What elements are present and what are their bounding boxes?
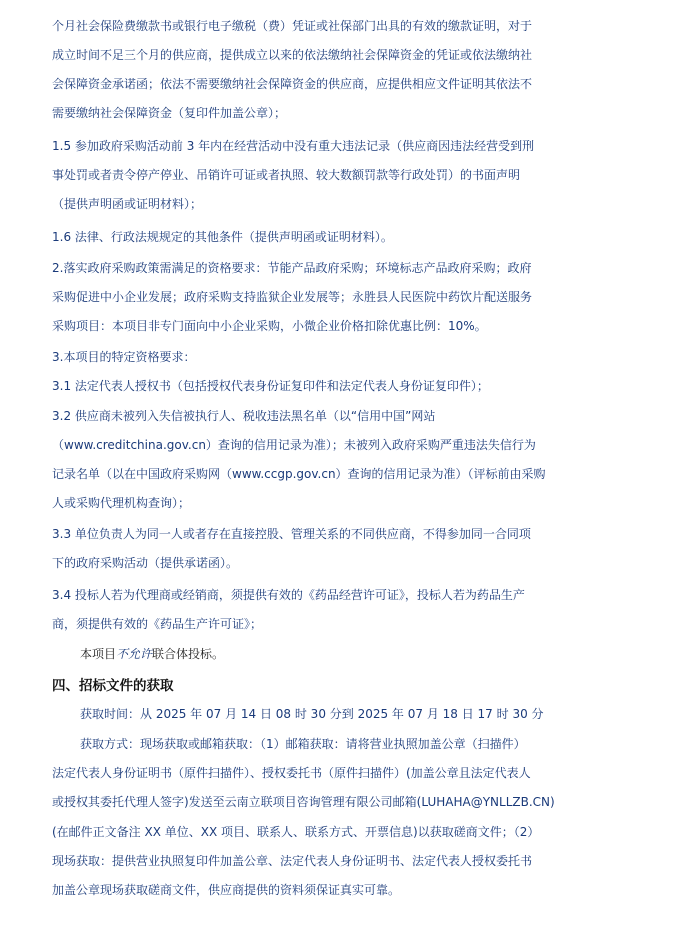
- text-line: 3.3 单位负责人为同一人或者存在直接控股、管理关系的不同供应商，不得参加同一合同项: [52, 527, 531, 541]
- text-line: 加盖公章现场获取磋商文件，供应商提供的资料须保证真实可靠。: [52, 883, 401, 897]
- consortium-prefix: 本项目: [80, 647, 117, 661]
- consortium-suffix: 联合体投标。: [152, 647, 225, 661]
- consortium-italic: 不允许: [116, 647, 153, 661]
- text-line: (在邮件正文备注 XX 单位、XX 项目、联系人、联系方式、开票信息)以获取磋商文件；（2）: [52, 825, 540, 839]
- text-line: 法定代表人身份证明书（原件扫描件）、授权委托书（原件扫描件）(加盖公章且法定代表人: [52, 766, 531, 780]
- text-line: 成立时间不足三个月的供应商，提供成立以来的依法缴纳社会保障资金的凭证或依法缴纳社: [52, 48, 533, 62]
- text-line: 或授权其委托代理人签字)发送至云南立联项目咨询管理有限公司邮箱(LUHAHA@YNLLZB.CN): [52, 795, 555, 809]
- text-line: 需要缴纳社会保障资金（复印件加盖公章）；: [52, 106, 287, 120]
- text-line: 事处罚或者责令停产停业、吊销许可证或者执照、较大数额罚款等行政处罚）的书面声明: [52, 168, 521, 182]
- text-line: 采购项目：本项目非专门面向中小企业采购，小微企业价格扣除优惠比例：10%。: [52, 319, 487, 333]
- acquire-time: 获取时间：从 2025 年 07 月 14 日 08 时 30 分到 2025 年 07 月 18 日 17 时 30 分: [80, 707, 544, 721]
- text-line: 2.落实政府采购政策需满足的资格要求：节能产品政府采购；环境标志产品政府采购；政府: [52, 261, 532, 275]
- text-line: 3.4 投标人若为代理商或经销商，须提供有效的《药品经营许可证》，投标人若为药品生产: [52, 588, 525, 602]
- text-line: 下的政府采购活动（提供承诺函）。: [52, 556, 239, 570]
- text-line: 3.2 供应商未被列入失信被执行人、税收违法黑名单（以“信用中国”网站: [52, 409, 436, 423]
- text-line: 人或采购代理机构查询）；: [52, 496, 191, 510]
- text-line: 现场获取：提供营业执照复印件加盖公章、法定代表人身份证明书、法定代表人授权委托书: [52, 854, 533, 868]
- text-line: 3.本项目的特定资格要求：: [52, 350, 196, 364]
- text-line: 1.6 法律、行政法规规定的其他条件（提供声明函或证明材料）。: [52, 230, 393, 244]
- text-line: 3.1 法定代表人授权书（包括授权代表身份证复印件和法定代表人身份证复印件）；: [52, 379, 489, 393]
- text-line: （www.creditchina.gov.cn）查询的信用记录为准）；未被列入政府采购严重违法失信行为: [52, 438, 536, 452]
- text-line: 个月社会保险费缴款书或银行电子缴税（费）凭证或社保部门出具的有效的缴款证明，对于: [52, 19, 533, 33]
- section-title: 四、招标文件的获取: [52, 678, 174, 694]
- acquire-method: 获取方式：现场获取或邮箱获取：（1）邮箱获取：请将营业执照加盖公章（扫描件）: [80, 737, 526, 751]
- text-line: 记录名单（以在中国政府采购网（www.ccgp.gov.cn）查询的信用记录为准）（评标前由采购: [52, 467, 546, 481]
- text-line: 1.5 参加政府采购活动前 3 年内在经营活动中没有重大违法记录（供应商因违法经营受到刑: [52, 139, 535, 153]
- consortium-note: [80, 646, 595, 662]
- text-line: 商，须提供有效的《药品生产许可证》；: [52, 617, 263, 631]
- text-line: （提供声明函或证明材料）；: [52, 197, 203, 211]
- text-line: 采购促进中小企业发展；政府采购支持监狱企业发展等；永胜县人民医院中药饮片配送服务: [52, 290, 533, 304]
- text-line: 会保障资金承诺函；依法不需要缴纳社会保障资金的供应商，应提供相应文件证明其依法不: [52, 77, 533, 91]
